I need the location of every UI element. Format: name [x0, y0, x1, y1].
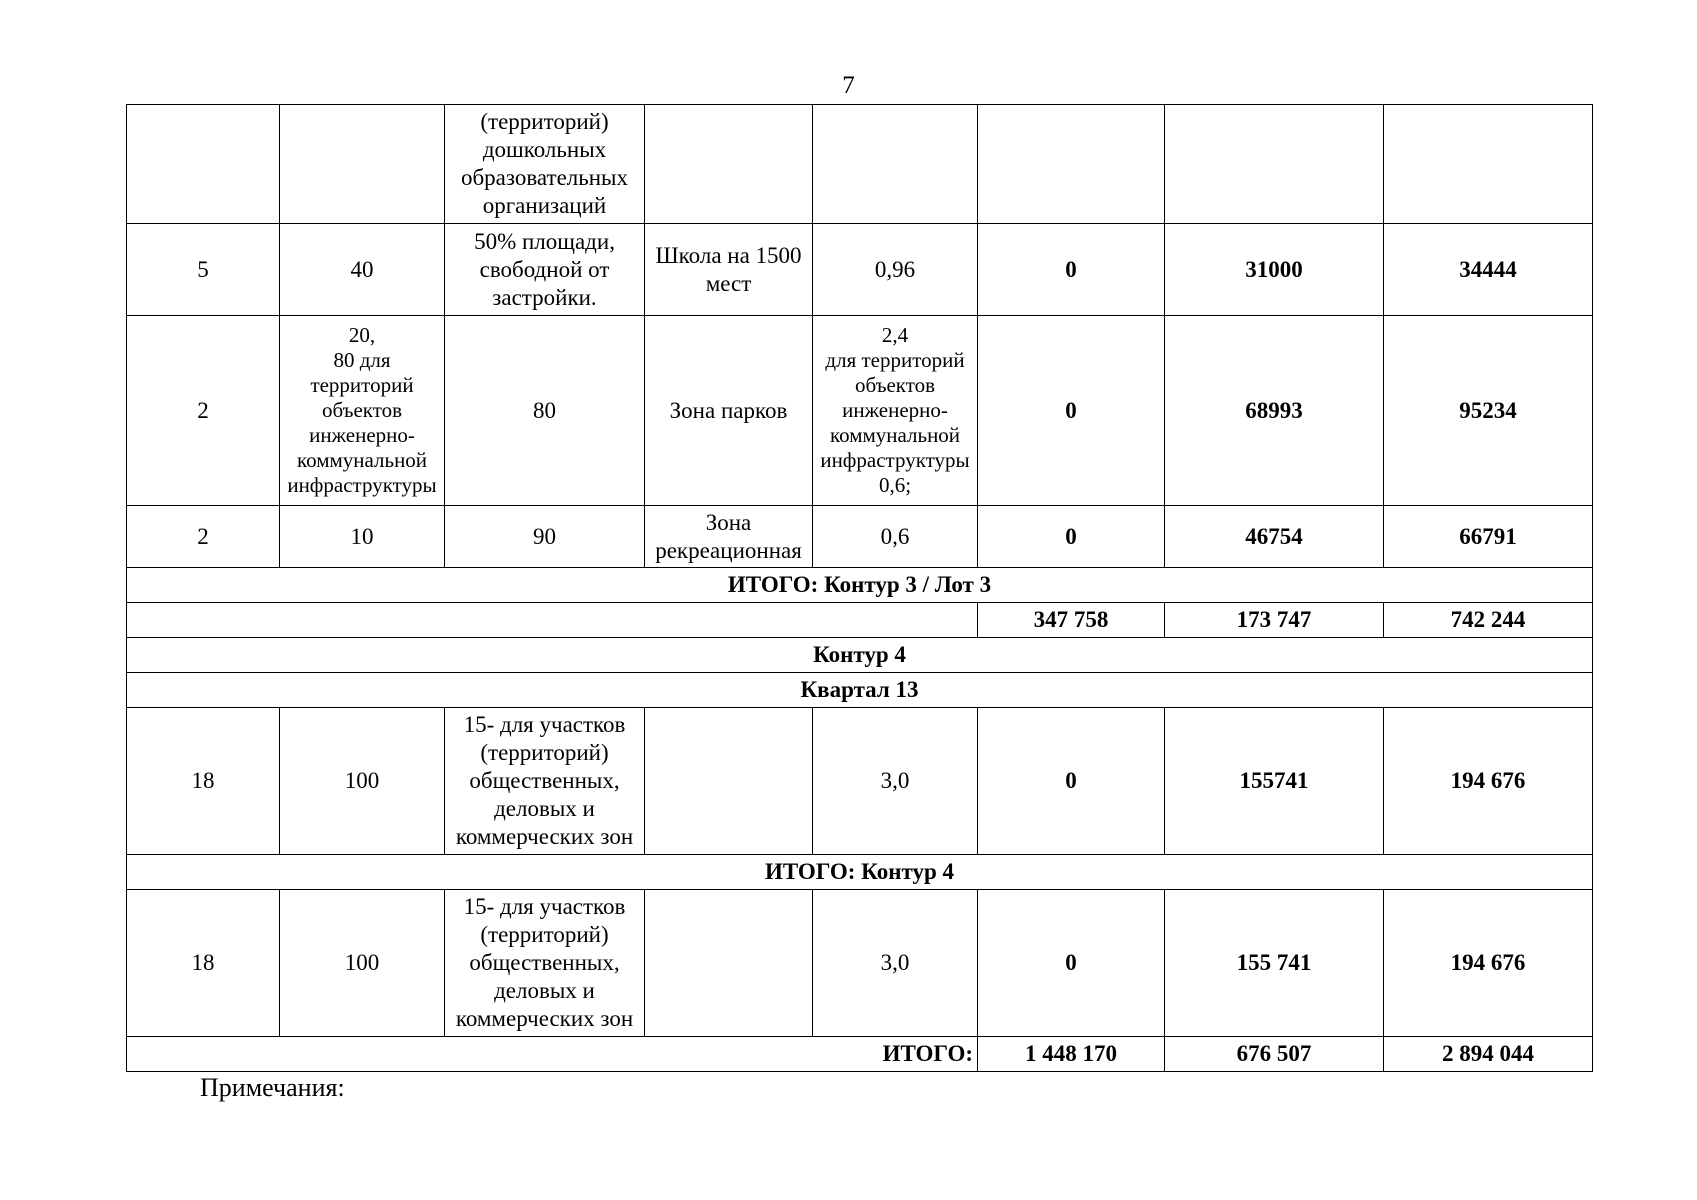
table-cell: 95234 — [1384, 316, 1593, 506]
table-cell: 66791 — [1384, 506, 1593, 568]
table-row — [127, 506, 1593, 568]
table-cell: (территорий) дошкольных образовательных организаций — [445, 105, 645, 224]
notes-label: Примечания: — [200, 1073, 345, 1102]
table-cell — [280, 105, 445, 224]
table-cell: 100 — [280, 890, 445, 1037]
table-cell: 18 — [127, 708, 280, 855]
table-cell: 46754 — [1165, 506, 1384, 568]
table-cell: Школа на 1500 мест — [645, 224, 813, 316]
table-cell: 50% площади, свободной от застройки. — [445, 224, 645, 316]
table-cell: 2,4 для территорий объектов инженерно- коммунальной инфраструктуры 0,6; — [813, 316, 978, 506]
table-cell: 0 — [978, 890, 1165, 1037]
table-cell: 18 — [127, 890, 280, 1037]
section-header-row — [127, 855, 1593, 890]
table-cell: 100 — [280, 708, 445, 855]
quarter-header: Квартал 13 — [127, 673, 1593, 708]
table-cell — [645, 105, 813, 224]
table-cell: Зона парков — [645, 316, 813, 506]
total-cell: 347 758 — [978, 603, 1165, 638]
table-cell: Зона рекреационная — [645, 506, 813, 568]
table-cell: 2 — [127, 316, 280, 506]
total-contour4-label: ИТОГО: Контур 4 — [127, 855, 1593, 890]
table-cell: 3,0 — [813, 890, 978, 1037]
total-cell: 173 747 — [1165, 603, 1384, 638]
page-number: 7 — [842, 72, 855, 99]
table-row — [127, 890, 1593, 1037]
total-cell: 742 244 — [1384, 603, 1593, 638]
table-cell: 3,0 — [813, 708, 978, 855]
table-cell — [1384, 105, 1593, 224]
table-cell: 0,96 — [813, 224, 978, 316]
table-row — [127, 105, 1593, 224]
table-cell — [645, 708, 813, 855]
table-cell: 20, 80 для территорий объектов инженерно- коммунальной инфраструктуры — [280, 316, 445, 506]
total-cell: 1 448 170 — [978, 1037, 1165, 1072]
table-cell: 0,6 — [813, 506, 978, 568]
table-cell: 90 — [445, 506, 645, 568]
table-cell — [127, 603, 978, 638]
table-cell: 68993 — [1165, 316, 1384, 506]
table-cell — [813, 105, 978, 224]
table-cell: 15- для участков (территорий) общественных, деловых и коммерческих зон — [445, 890, 645, 1037]
table-cell: 10 — [280, 506, 445, 568]
table-cell — [645, 890, 813, 1037]
section-header-row — [127, 568, 1593, 603]
total-lot3-label: ИТОГО: Контур 3 / Лот 3 — [127, 568, 1593, 603]
total-cell: 2 894 044 — [1384, 1037, 1593, 1072]
table-cell — [127, 105, 280, 224]
table-row — [127, 708, 1593, 855]
table-cell: 80 — [445, 316, 645, 506]
table-cell: 31000 — [1165, 224, 1384, 316]
table-cell: 34444 — [1384, 224, 1593, 316]
section-header-row — [127, 673, 1593, 708]
table-cell: 40 — [280, 224, 445, 316]
contour-header: Контур 4 — [127, 638, 1593, 673]
grand-total-row — [127, 1037, 1593, 1072]
table-cell: 0 — [978, 506, 1165, 568]
table-cell: 5 — [127, 224, 280, 316]
total-cell: 676 507 — [1165, 1037, 1384, 1072]
table-row — [127, 316, 1593, 506]
table-cell: 155 741 — [1165, 890, 1384, 1037]
table-cell: 15- для участков (территорий) общественных, деловых и коммерческих зон — [445, 708, 645, 855]
totals-row — [127, 603, 1593, 638]
table-cell: 194 676 — [1384, 708, 1593, 855]
table-cell: 155741 — [1165, 708, 1384, 855]
table-cell: 194 676 — [1384, 890, 1593, 1037]
section-header-row — [127, 638, 1593, 673]
table-row — [127, 224, 1593, 316]
table-cell — [978, 105, 1165, 224]
table-cell: 2 — [127, 506, 280, 568]
grand-total-label: ИТОГО: — [127, 1037, 978, 1072]
table-cell: 0 — [978, 316, 1165, 506]
table-cell: 0 — [978, 708, 1165, 855]
table-cell: 0 — [978, 224, 1165, 316]
data-table — [126, 104, 1593, 1072]
table-cell — [1165, 105, 1384, 224]
